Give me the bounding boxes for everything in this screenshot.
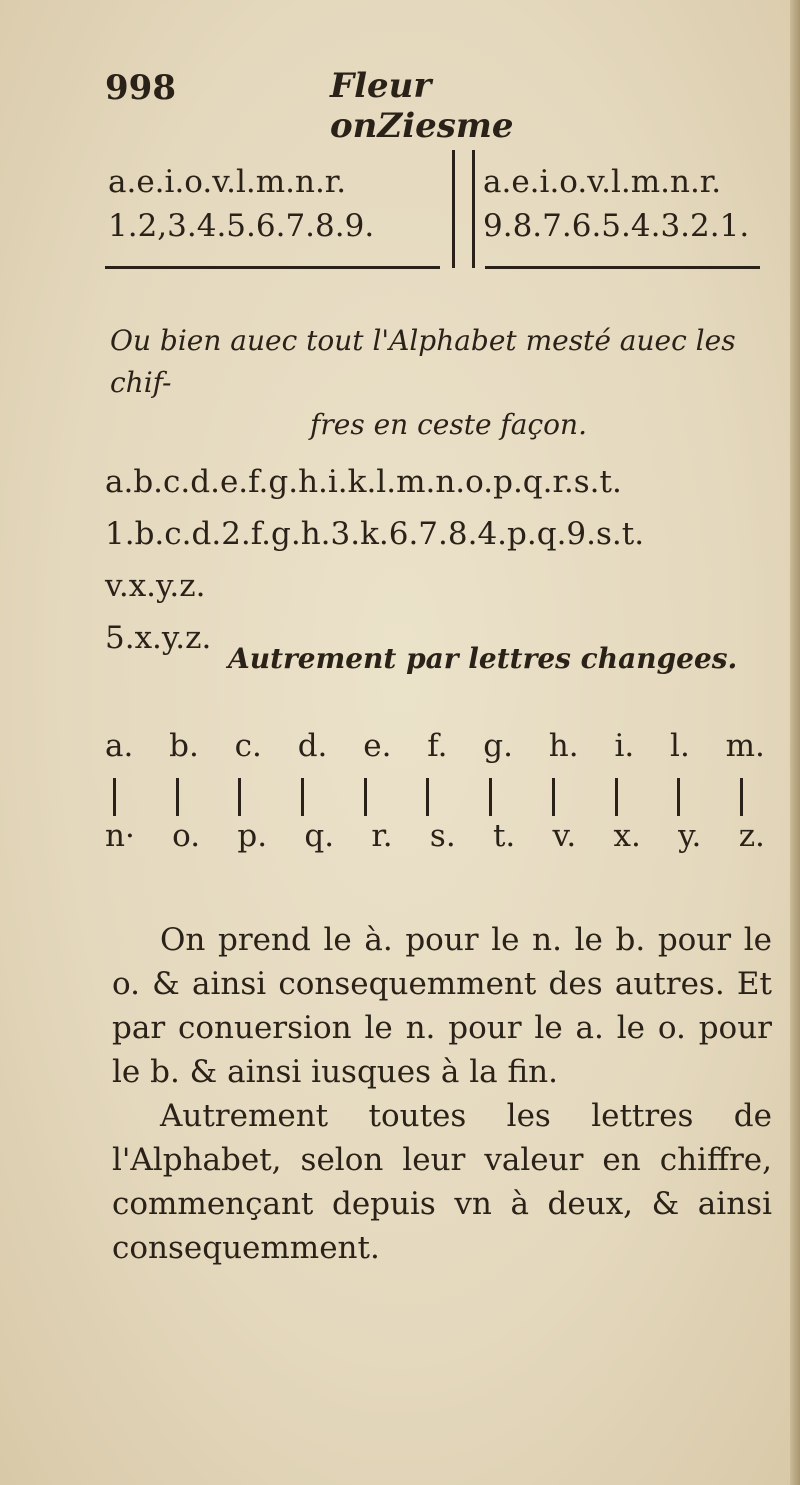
swap-top-cell: b.	[169, 728, 199, 764]
swap-bottom-cell: p.	[237, 818, 268, 854]
table-divider-bar	[472, 150, 475, 268]
swap-top-cell: a.	[105, 728, 134, 764]
swap-connector-bars	[113, 778, 743, 816]
table-divider-bar	[452, 150, 455, 268]
page-edge	[790, 0, 800, 1485]
swap-bottom-cell: z.	[738, 818, 765, 854]
connector-bar	[238, 778, 241, 816]
swap-top-cell: m.	[725, 728, 765, 764]
body-text	[112, 918, 772, 1270]
swap-bottom-cell: x.	[613, 818, 641, 854]
swap-bottom-cell: s.	[429, 818, 456, 854]
swap-top-cell: h.	[548, 728, 579, 764]
cipher-left-letters: a.e.i.o.v.l.m.n.r.	[108, 164, 347, 200]
page-header	[105, 62, 625, 146]
swap-bottom-cell: n·	[105, 818, 135, 854]
cipher-table-right	[483, 160, 749, 248]
page-number: 998	[105, 68, 176, 108]
swap-top-cell: l.	[670, 728, 690, 764]
cipher-left-numbers: 1.2,3.4.5.6.7.8.9.	[108, 208, 375, 244]
mixed-alphabet	[105, 456, 644, 664]
swap-row-top	[105, 728, 765, 764]
paragraph: Autrement toutes les lettres de l'Alphabet, selon leur valeur en chiffre, commençant depuis vn à deux, & ainsi consequemment.	[112, 1098, 772, 1266]
swap-bottom-cell: t.	[492, 818, 516, 854]
connector-bar	[552, 778, 555, 816]
connector-bar	[740, 778, 743, 816]
table-rule-left	[105, 266, 440, 269]
mixed-row-cipher: 1.b.c.d.2.f.g.h.3.k.6.7.8.4.p.q.9.s.t.	[105, 516, 645, 552]
swap-top-cell: g.	[483, 728, 513, 764]
swap-top-cell: f.	[427, 728, 448, 764]
mixed-row-letters-tail: v.x.y.z.	[105, 568, 206, 604]
swap-bottom-cell: r.	[371, 818, 393, 854]
intro-line-2: fres en ceste façon.	[310, 408, 587, 441]
paragraph: On prend le à. pour le n. le b. pour le o. & ainsi consequemment des autres. Et par conuersion le n. pour le a. le o. pour le b. & ainsi iusques à la fin.	[112, 922, 772, 1090]
connector-bar	[301, 778, 304, 816]
swap-row-bottom	[105, 818, 765, 854]
swap-top-cell: c.	[234, 728, 262, 764]
connector-bar	[615, 778, 618, 816]
cipher-right-numbers: 9.8.7.6.5.4.3.2.1.	[483, 208, 750, 244]
section-subhead: Autrement par lettres changees.	[228, 642, 738, 675]
connector-bar	[426, 778, 429, 816]
connector-bar	[176, 778, 179, 816]
swap-bottom-cell: v.	[552, 818, 577, 854]
connector-bar	[677, 778, 680, 816]
intro-paragraph	[110, 320, 770, 446]
swap-bottom-cell: y.	[678, 818, 702, 854]
swap-bottom-cell: o.	[172, 818, 201, 854]
running-head: Fleur onZiesme	[330, 66, 514, 146]
intro-line-1: Ou bien auec tout l'Alphabet mesté auec les chif-	[110, 324, 736, 399]
swap-top-cell: i.	[614, 728, 635, 764]
connector-bar	[364, 778, 367, 816]
cipher-right-letters: a.e.i.o.v.l.m.n.r.	[483, 164, 722, 200]
connector-bar	[489, 778, 492, 816]
table-rule-right	[485, 266, 760, 269]
mixed-row-cipher-tail: 5.x.y.z.	[105, 620, 212, 656]
cipher-table-left	[108, 160, 374, 248]
swap-bottom-cell: q.	[304, 818, 335, 854]
swap-top-cell: e.	[363, 728, 392, 764]
swap-top-cell: d.	[297, 728, 328, 764]
mixed-row-letters: a.b.c.d.e.f.g.h.i.k.l.m.n.o.p.q.r.s.t.	[105, 464, 622, 500]
connector-bar	[113, 778, 116, 816]
